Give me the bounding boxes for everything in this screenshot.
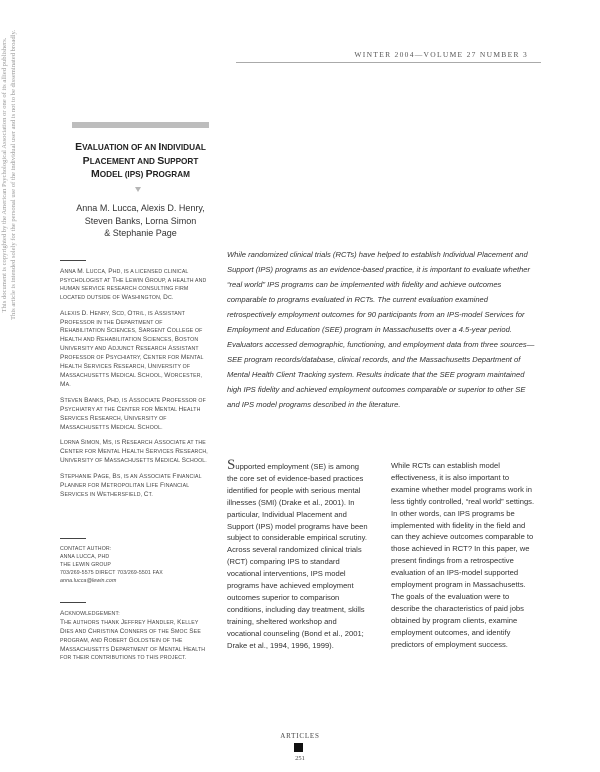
contact-phone: 703/269-5575 DIRECT 703/269-5501 FAX [60,569,163,576]
down-triangle-icon [135,187,141,192]
article-title [72,141,209,182]
contact-heading: CONTACT AUTHOR: [60,546,112,552]
title-line: PLACEMENT AND SUPPORT [82,154,199,167]
contact-rule [60,538,86,539]
author-bios [60,268,208,507]
bio-simon: LORNA SIMON, MS, IS RESEARCH ASSOCIATE AT THE CENTER FOR MENTAL HEALTH SERVICES RESEARCH, UNIVERSITY OF MASSACHUSETTS MEDICAL SCHOOL. [60,439,208,465]
ack-text: THE AUTHORS THANK JEFFREY HANDLER, KELLEY DIES AND CHRISTINA CONNERS OF THE SMOC SEE PROGRAM, AND ROBERT GOLDSTEIN OF THE MASSACHUSETTS DEPARTMENT OF MENTAL HEALTH FOR THEIR CONTRIBUTIONS TO THIS PROJECT. [60,618,206,661]
copyright-line-2: This article is intended solely for the personal use of the individual user and is not to be disseminated broadly. [10,30,17,320]
copyright-notice [0,0,18,395]
contact-author [60,546,210,586]
contact-org: THE LEWIN GROUP [60,561,112,568]
abstract: While randomized clinical trials (RCTs) have helped to establish Individual Placement and Support (IPS) programs as an evidence-based practice, it is important to evaluate whether “real world” IPS programs can be implemented with fidelity and achieve outcomes comparable to programs evaluated in RCTs. The current evaluation examined retrospectively employment outcomes for 90 participants from an IPS-model Services for Employment and Education (SEE) program in Massachusetts over a 4.5-year period. Evaluators accessed demographic, functioning, and employment data from three sources—SEE program records/database, clinical records, and the Massachusetts Department of Mental Health Client Tracking system. Results indicate that the SEE program maintained high IPS fidelity and achieved employment outcomes comparable or superior to other SE and IPS model programs described in the literature. [227,250,535,409]
author-list [72,202,209,240]
bio-page: STEPHANIE PAGE, BS, IS AN ASSOCIATE FINANCIAL PLANNER FOR METROPOLITAN LIFE FINANCIAL SERVICES IN WETHERSFIELD, CT. [60,473,202,498]
ack-heading: ACKNOWLEDGEMENT: [60,610,120,617]
bio-lucca: ANNA M. LUCCA, PHD, IS A LICENSED CLINICAL PSYCHOLOGIST AT THE LEWIN GROUP, A HEALTH AND HUMAN SERVICE RESEARCH CONSULTING FIRM LOCATED OUTSIDE OF WASHINGTON, DC. [60,268,207,301]
acknowledgement [60,610,210,662]
body-column-2: While RCTs can establish model effectiveness, it is also important to examine whether model programs work in less tightly controlled, “real world” settings. In other words, can IPS programs be implemented with fidelity in the field and can they achieve outcomes comparable to those achieved in RCT? In this paper, we present findings from a retrospective evaluation of an IPS-model supported employment program in Massachusetts. The goals of the evaluation were to describe the characteristics of paid jobs obtained by program clients, examine employment outcomes, and identify predictors of employment success. [391,461,535,649]
body-column-1-text: upported employment (SE) is among the core set of evidence-based practices identified for people with serious mental illnesses (SMI) (Drake et al., 2001). In particular, Individual Placement and Support (IPS) model programs have been subject to considerable empirical scrutiny. Across several randomized clinical trials (RCT) comparing IPS to standard vocational interventions, IPS model programs have achieved employment outcomes superior to comparison conditions, including day treatment, skills training, sheltered workshop and vocational counseling (Bond et al., 2001; Drake et al., 1994, 1996, 1999). [227,462,368,650]
ack-rule [60,602,86,603]
section-label: ARTICLES [280,732,320,740]
contact-email[interactable]: anna.lucca@lewin.com [60,577,117,584]
page-number: 251 [295,755,305,762]
author-line: Steven Banks, Lorna Simon [84,215,197,226]
bio-henry: ALEXIS D. HENRY, SCD, OTR/L, IS ASSISTANT PROFESSOR IN THE DEPARTMENT OF REHABILITATION SCIENCES, SARGENT COLLEGE OF HEALTH AND REHABILITATION SCIENCES, BOSTON UNIVERSITY AND ADJUNCT RESEARCH ASSISTANT PROFESSOR OF PSYCHIATRY, CENTER FOR MENTAL HEALTH SERVICES RESEARCH, UNIVERSITY OF MASSACHUSETTS MEDICAL SCHOOL, WORCESTER, MA. [60,309,204,388]
title-line: EVALUATION OF AN INDIVIDUAL [75,141,206,153]
journal-header: WINTER 2004—VOLUME 27 NUMBER 3 [354,50,528,59]
bios-rule [60,260,86,261]
title-line: MODEL (IPS) PROGRAM [91,168,190,180]
title-bar [72,122,209,128]
author-line: Anna M. Lucca, Alexis D. Henry, [76,203,205,213]
footer-square-icon [294,743,303,752]
bio-banks: STEVEN BANKS, PHD, IS ASSOCIATE PROFESSOR OF PSYCHIATRY AT THE CENTER FOR MENTAL HEALTH SERVICES RESEARCH, UNIVERSITY OF MASSACHUSETTS MEDICAL SCHOOL. [60,396,206,431]
author-line: & Stephanie Page [104,228,177,238]
copyright-line-1: This document is copyrighted by the American Psychological Association or one of its allied publishers. [1,37,8,313]
drop-cap: S [227,457,236,473]
header-rule [236,62,541,63]
body-column-1 [227,457,371,652]
contact-name: ANNA LUCCA, PHD [60,553,110,560]
